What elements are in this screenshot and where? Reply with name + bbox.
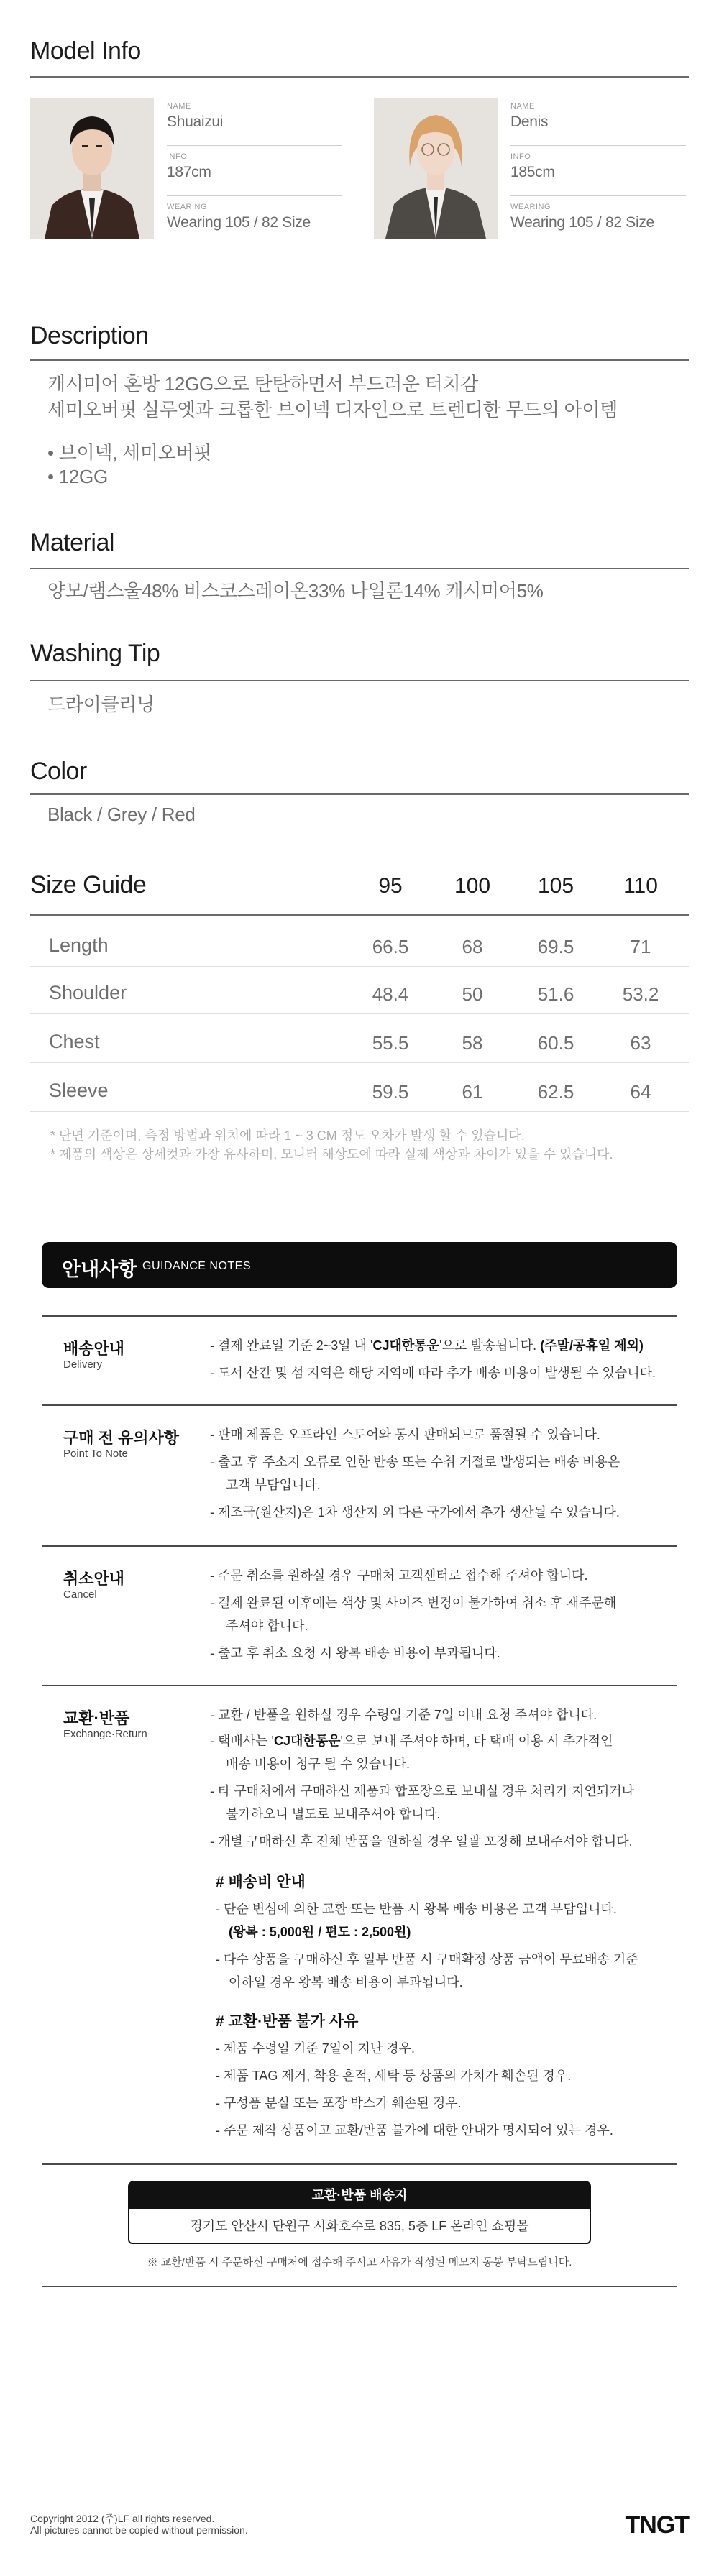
no-return-item: - 제품 TAG 제거, 착용 흔적, 세탁 등 상품의 가치가 훼손된 경우. bbox=[216, 2069, 572, 2083]
delivery-item-2: - 도서 산간 및 섬 지역은 해당 지역에 따라 추가 배송 비용이 발생될 수 있습니다. bbox=[210, 1366, 656, 1380]
size-cell: 48.4 bbox=[372, 983, 409, 1005]
model-card-2 bbox=[374, 98, 683, 242]
model-info-field bbox=[167, 152, 342, 181]
delivery-subtitle: Delivery bbox=[63, 1358, 103, 1371]
material-text: 양모/램스울48% 비스코스레이온33% 나일론14% 캐시미어5% bbox=[47, 580, 544, 602]
size-header: 105 bbox=[537, 874, 574, 898]
wearing-label: WEARING bbox=[510, 203, 551, 211]
delivery-item-1 bbox=[210, 1334, 644, 1357]
model-wearing-field bbox=[167, 203, 342, 231]
exchange-item-2 bbox=[210, 1729, 613, 1752]
name-label: NAME bbox=[510, 102, 535, 111]
cancel-item-2-cont: 주셔야 합니다. bbox=[226, 1619, 308, 1633]
size-cell: 63 bbox=[630, 1032, 651, 1054]
model-height: 187cm bbox=[167, 164, 211, 180]
carrier-name: CJ대한통운 bbox=[372, 1338, 440, 1353]
model-name-field bbox=[510, 102, 686, 131]
model-name-field bbox=[167, 102, 342, 131]
size-cell: 50 bbox=[462, 983, 483, 1005]
color-title: Color bbox=[30, 758, 87, 785]
guidance-divider bbox=[42, 1545, 677, 1547]
exchange-item-2-cont: 배송 비용이 청구 될 수 있습니다. bbox=[226, 1757, 411, 1771]
exchange-subtitle: Exchange·Return bbox=[63, 1728, 147, 1740]
size-header: 100 bbox=[454, 874, 491, 898]
cancel-subtitle: Cancel bbox=[63, 1588, 97, 1601]
description-line-1: 캐시미어 혼방 12GG으로 탄탄하면서 부드러운 터치감 bbox=[47, 373, 479, 395]
guidance-rule bbox=[42, 1315, 677, 1317]
guidance-divider bbox=[42, 2163, 677, 2165]
washing-title: Washing Tip bbox=[30, 640, 160, 667]
copyright-line-1: Copyright 2012 (주)LF all rights reserved. bbox=[30, 2513, 215, 2524]
guidance-header bbox=[42, 1242, 677, 1288]
size-row-divider bbox=[30, 1013, 689, 1014]
size-cell: 64 bbox=[630, 1081, 651, 1103]
text: '으로 발송됩니다. bbox=[439, 1338, 541, 1353]
description-title: Description bbox=[30, 322, 149, 349]
size-cell: 66.5 bbox=[372, 936, 409, 957]
brand-logo: TNGT bbox=[625, 2511, 689, 2539]
size-header: 95 bbox=[378, 874, 403, 898]
no-return-item: - 제품 수령일 기준 7일이 지난 경우. bbox=[216, 2041, 416, 2056]
size-cell: 55.5 bbox=[372, 1032, 409, 1054]
model-wearing: Wearing 105 / 82 Size bbox=[167, 214, 311, 231]
model-wearing-field bbox=[510, 203, 686, 231]
description-bullet-1: • 브이넥, 세미오버핏 bbox=[47, 442, 212, 464]
size-row-label: Shoulder bbox=[49, 982, 127, 1003]
model-photo-2 bbox=[374, 98, 498, 239]
size-cell: 53.2 bbox=[622, 983, 659, 1005]
size-header: 110 bbox=[623, 874, 658, 898]
size-note-1: * 단면 기준이며, 측정 방법과 위치에 따라 1 ~ 3 CM 정도 오차가 발생 할 수 있습니다. bbox=[50, 1128, 525, 1143]
name-label: NAME bbox=[167, 102, 191, 111]
text: - 결제 완료일 기준 2~3일 내 ' bbox=[210, 1338, 373, 1353]
delivery-title: 배송안내 bbox=[63, 1340, 125, 1358]
exchange-item-1: - 교환 / 반품을 원하실 경우 수령일 기준 7일 이내 요청 주셔야 합니다. bbox=[210, 1708, 597, 1722]
field-divider bbox=[167, 145, 342, 146]
size-cell: 60.5 bbox=[537, 1032, 574, 1054]
info-label: INFO bbox=[510, 152, 531, 161]
return-note: ※ 교환/반품 시 주문하신 구매처에 접수해 주시고 사유가 작성된 메모지 동봉 부탁드립니다. bbox=[147, 2256, 572, 2268]
size-cell: 68 bbox=[462, 936, 483, 957]
wearing-label: WEARING bbox=[167, 203, 208, 211]
model-card-1 bbox=[30, 98, 339, 242]
model-photo-1 bbox=[30, 98, 154, 239]
size-row-label: Length bbox=[49, 934, 109, 956]
size-cell: 61 bbox=[462, 1081, 483, 1103]
before-purchase-item-1: - 판매 제품은 오프라인 스토어와 동시 판매되므로 품절될 수 있습니다. bbox=[210, 1427, 600, 1442]
description-rule bbox=[30, 359, 689, 361]
size-cell: 51.6 bbox=[537, 983, 574, 1005]
size-cell: 71 bbox=[630, 936, 651, 957]
no-return-item: - 주문 제작 상품이고 교환/반품 불가에 대한 안내가 명시되어 있는 경우. bbox=[216, 2123, 613, 2138]
guidance-bottom-rule bbox=[42, 2286, 677, 2287]
before-purchase-subtitle: Point To Note bbox=[63, 1448, 128, 1460]
return-address-title: 교환·반품 배송지 bbox=[128, 2181, 591, 2209]
before-purchase-item-3: - 제조국(원산지)은 1차 생산지 외 다른 국가에서 추가 생산될 수 있습니다. bbox=[210, 1505, 620, 1519]
model-wearing: Wearing 105 / 82 Size bbox=[510, 214, 654, 231]
cancel-item-2: - 결제 완료된 이후에는 색상 및 사이즈 변경이 불가하여 취소 후 재주문해 bbox=[210, 1596, 617, 1610]
size-row-divider bbox=[30, 966, 689, 967]
exchange-item-3-cont: 불가하오니 별도로 보내주셔야 합니다. bbox=[226, 1807, 441, 1821]
size-row-label: Chest bbox=[49, 1031, 100, 1052]
material-title: Material bbox=[30, 529, 114, 556]
cancel-item-1: - 주문 취소를 원하실 경우 구매처 고객센터로 접수해 주셔야 합니다. bbox=[210, 1568, 588, 1583]
bullet-text: 12GG bbox=[58, 466, 108, 487]
size-cell: 59.5 bbox=[372, 1081, 409, 1103]
guidance-divider bbox=[42, 1685, 677, 1686]
size-cell: 69.5 bbox=[537, 936, 574, 957]
size-row-divider bbox=[30, 1062, 689, 1063]
description-bullet-2: • 12GG bbox=[47, 466, 108, 487]
model-info-title: Model Info bbox=[30, 37, 141, 65]
fee-item-2: - 다수 상품을 구매하신 후 일부 반품 시 구매확정 상품 금액이 무료배송 기준 bbox=[216, 1952, 638, 1966]
description-line-2: 세미오버핏 실루엣과 크롭한 브이넥 디자인으로 트렌디한 무드의 아이템 bbox=[47, 399, 618, 420]
return-address: 경기도 안산시 단원구 시화호수로 835, 5층 LF 온라인 쇼핑몰 bbox=[128, 2209, 591, 2244]
model-info-field bbox=[510, 152, 686, 181]
size-guide-rule bbox=[30, 914, 689, 916]
before-purchase-item-2-cont: 고객 부담입니다. bbox=[226, 1478, 321, 1492]
bullet-text: 브이넥, 세미오버핏 bbox=[58, 442, 212, 464]
model-info-rule bbox=[30, 76, 689, 78]
exchange-title: 교환·반품 bbox=[63, 1709, 130, 1727]
shipping-fee-heading: # 배송비 안내 bbox=[216, 1874, 306, 1890]
no-return-heading: # 교환·반품 불가 사유 bbox=[216, 2013, 359, 2030]
cancel-title: 취소안내 bbox=[63, 1570, 125, 1588]
exchange-item-4: - 개별 구매하신 후 전체 반품을 원하실 경우 일괄 포장해 보내주셔야 합니다. bbox=[210, 1834, 633, 1849]
size-note-2: * 제품의 색상은 상세컷과 가장 유사하며, 모니터 해상도에 따라 실제 색상과 차이가 있을 수 있습니다. bbox=[50, 1147, 613, 1162]
no-return-item: - 구성품 분실 또는 포장 박스가 훼손된 경우. bbox=[216, 2096, 462, 2110]
size-row-label: Sleeve bbox=[49, 1080, 109, 1101]
size-guide-title: Size Guide bbox=[30, 871, 147, 898]
washing-text: 드라이클리닝 bbox=[47, 694, 155, 715]
guidance-subtitle: GUIDANCE NOTES bbox=[142, 1260, 252, 1272]
guidance-divider bbox=[42, 1404, 677, 1406]
weekend-note: (주말/공휴일 제외) bbox=[540, 1338, 644, 1353]
color-text: Black / Grey / Red bbox=[47, 804, 196, 825]
fee-item-1: - 단순 변심에 의한 교환 또는 반품 시 왕복 배송 비용은 고객 부담입니다. bbox=[216, 1902, 617, 1916]
copyright-line-2: All pictures cannot be copied without permission. bbox=[30, 2524, 248, 2536]
guidance-title: 안내사항 bbox=[62, 1259, 137, 1280]
before-purchase-item-2: - 출고 후 주소지 오류로 인한 반송 또는 수취 거절로 발생되는 배송 비용은 bbox=[210, 1455, 620, 1469]
carrier-name: CJ대한통운 bbox=[273, 1734, 341, 1748]
text: '으로 보내 주셔야 하며, 타 택배 이용 시 추가적인 bbox=[340, 1734, 613, 1748]
material-rule bbox=[30, 568, 689, 569]
model-height: 185cm bbox=[510, 164, 555, 180]
exchange-item-3: - 타 구매처에서 구매하신 제품과 합포장으로 보내실 경우 처리가 지연되거나 bbox=[210, 1784, 635, 1798]
fee-item-2-cont: 이하일 경우 왕복 배송 비용이 부과됩니다. bbox=[229, 1975, 463, 1990]
size-cell: 58 bbox=[462, 1032, 483, 1054]
model-name: Shuaizui bbox=[167, 114, 224, 130]
text: - 택배사는 ' bbox=[210, 1734, 274, 1748]
model-name: Denis bbox=[510, 114, 549, 130]
before-purchase-title: 구매 전 유의사항 bbox=[63, 1429, 179, 1447]
fee-amount: (왕복 : 5,000원 / 편도 : 2,500원) bbox=[229, 1925, 411, 1939]
washing-rule bbox=[30, 680, 689, 681]
color-rule bbox=[30, 794, 689, 795]
size-cell: 62.5 bbox=[537, 1081, 574, 1103]
size-row-divider bbox=[30, 1111, 689, 1112]
field-divider bbox=[510, 145, 686, 146]
fee-item-1-amount bbox=[229, 1920, 411, 1944]
info-label: INFO bbox=[167, 152, 188, 161]
cancel-item-3: - 출고 후 취소 요청 시 왕복 배송 비용이 부과됩니다. bbox=[210, 1646, 500, 1660]
